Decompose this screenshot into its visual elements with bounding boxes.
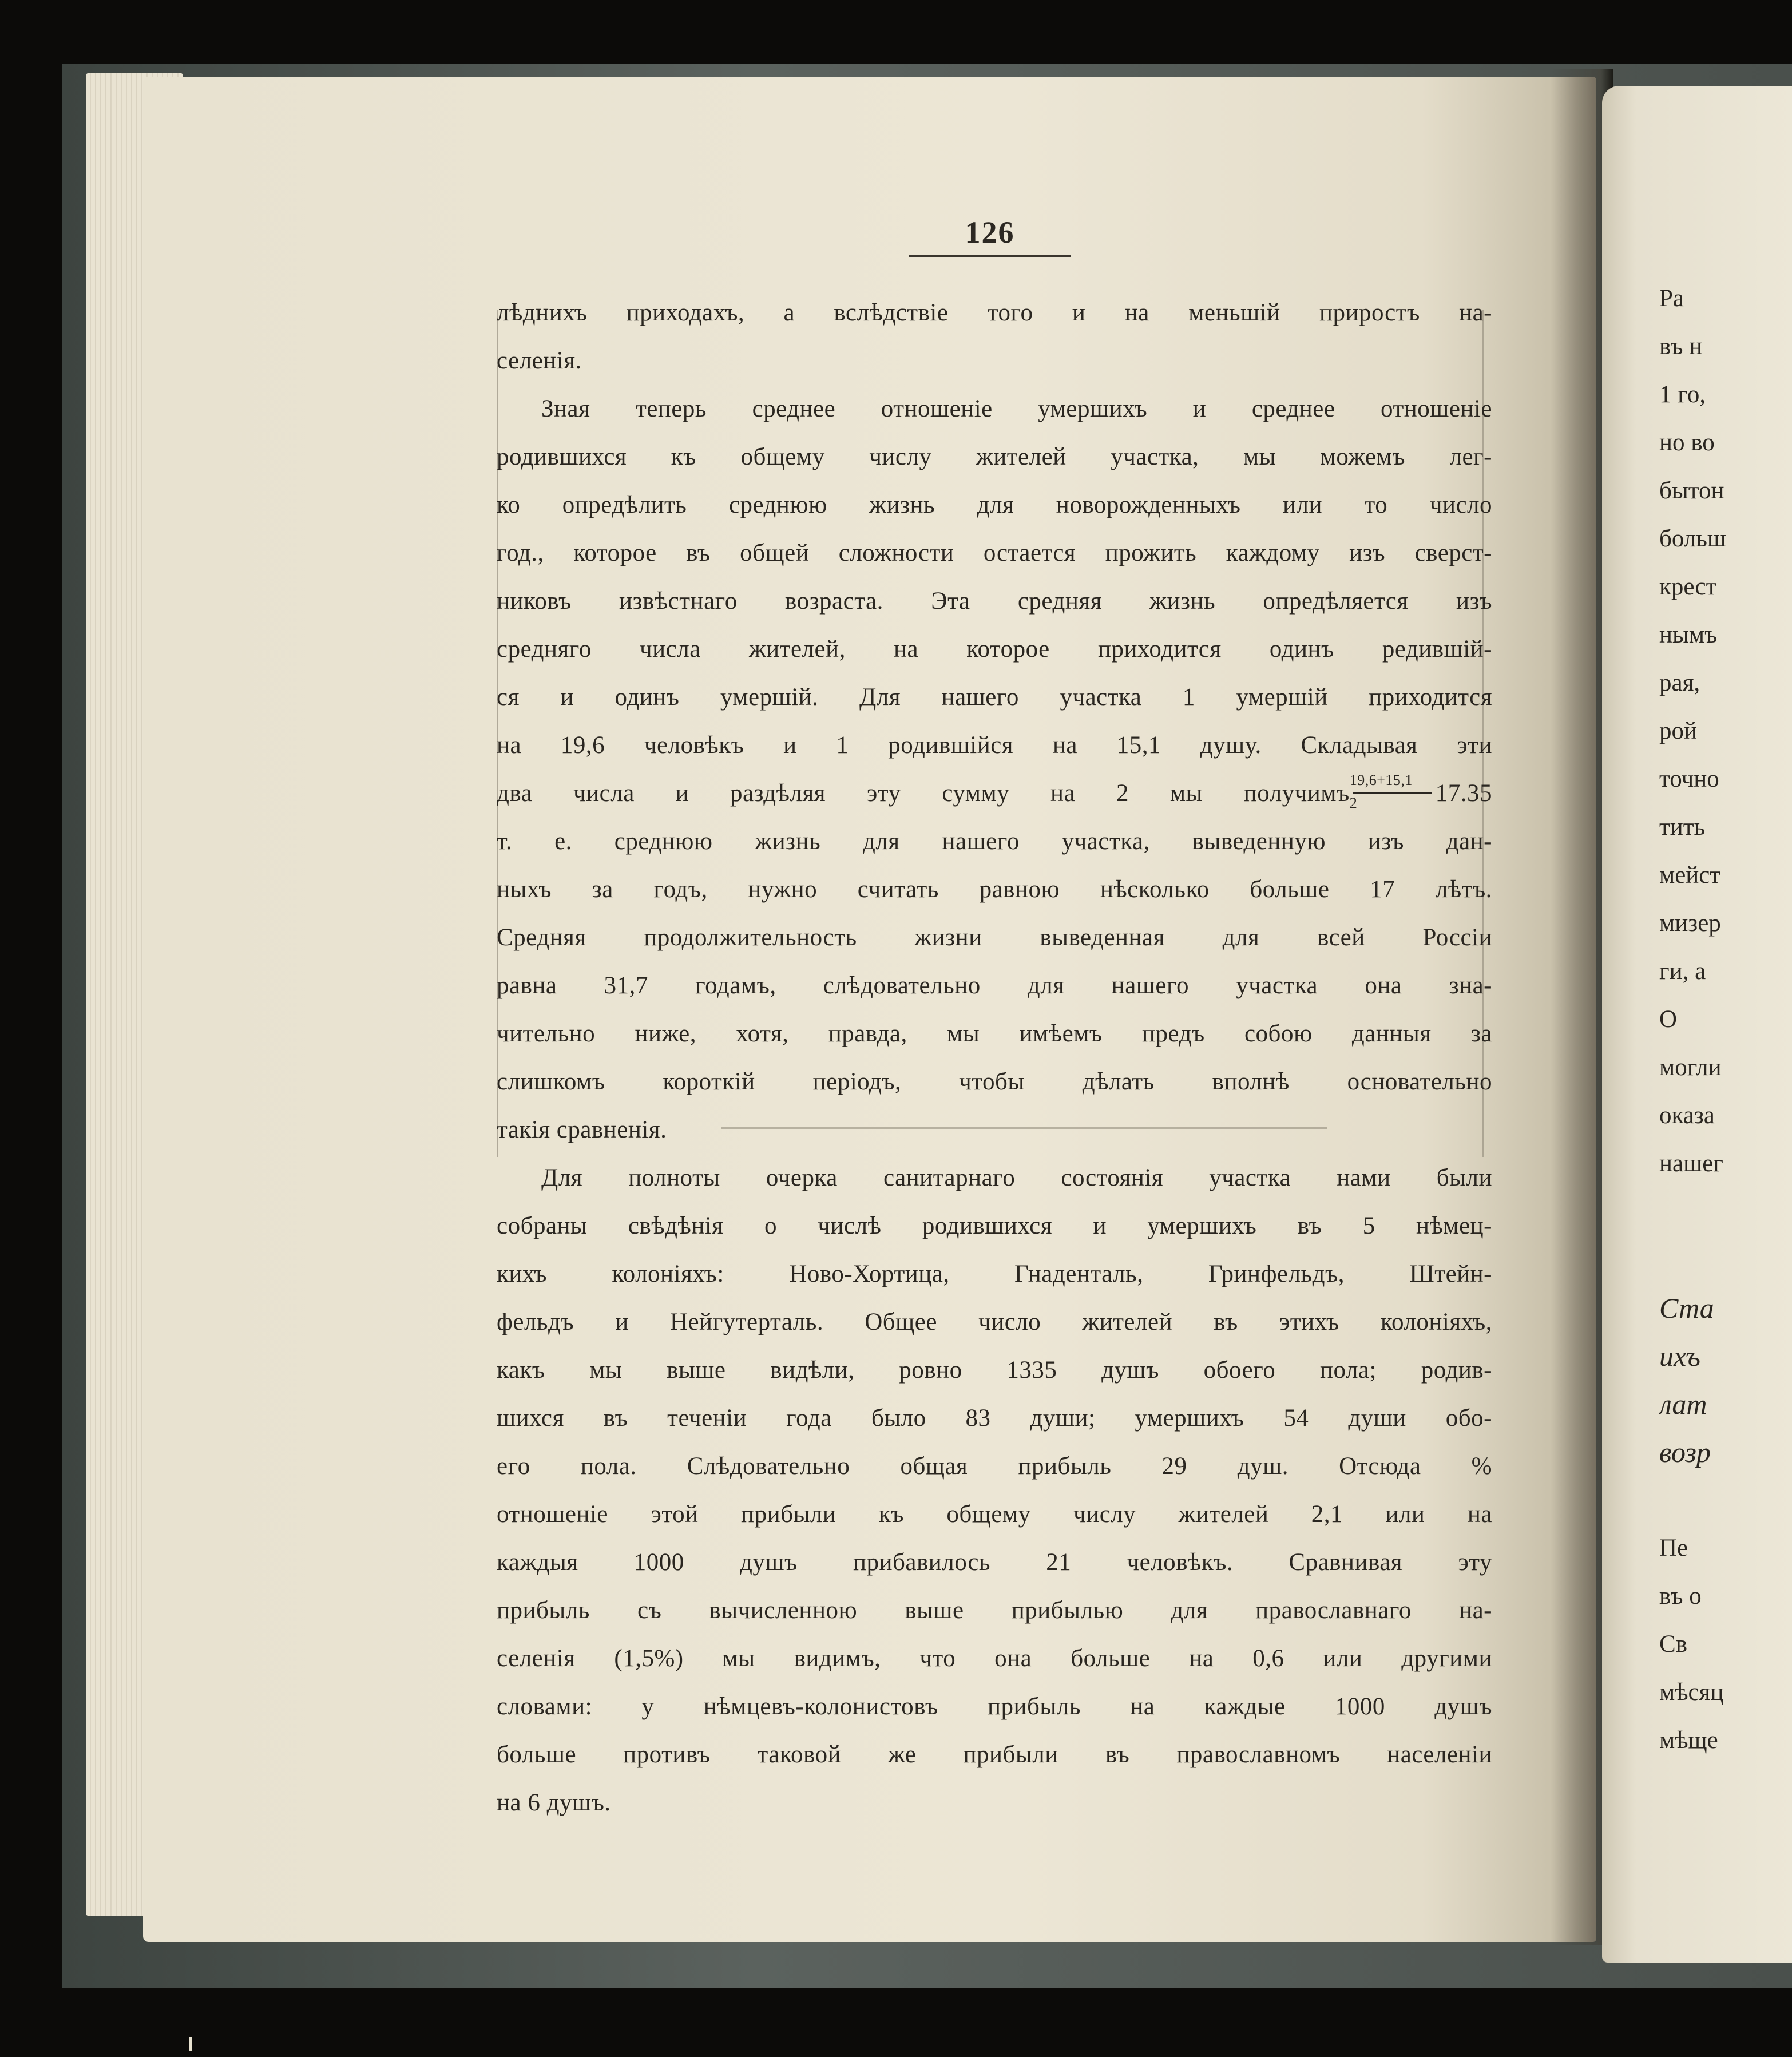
right-text-line: мейст bbox=[1659, 862, 1721, 889]
formula-line bbox=[497, 770, 1492, 818]
text-line: ко опредѣлить среднюю жизнь для новорожденныхъ или то число bbox=[497, 492, 1492, 518]
text-line: на 19,6 человѣкъ и 1 родившійся на 15,1 душу. Складывая эти bbox=[497, 732, 1492, 759]
text-line: Средняя продолжительность жизни выведенная для всей Россіи bbox=[497, 924, 1492, 951]
text-line: каждыя 1000 душъ прибавилось 21 человѣкъ. Сравнивая эту bbox=[497, 1549, 1492, 1576]
left-page-text bbox=[497, 289, 1492, 1827]
right-text-line: точно bbox=[1659, 766, 1719, 792]
right-text-line: Ра bbox=[1659, 285, 1684, 312]
right-text-line: Пе bbox=[1659, 1535, 1688, 1561]
text-line: никовъ извѣстнаго возраста. Эта средняя жизнь опредѣляется изъ bbox=[497, 588, 1492, 615]
text-line: собраны свѣдѣнія о числѣ родившихся и умершихъ въ 5 нѣмец- bbox=[497, 1212, 1492, 1239]
text-line: Для полноты очерка санитарнаго состоянія участка нами были bbox=[541, 1164, 1492, 1191]
right-text-line: возр bbox=[1659, 1436, 1711, 1468]
text-line: какъ мы выше видѣли, ровно 1335 душъ обоего пола; родив- bbox=[497, 1357, 1492, 1384]
text-line: средняго числа жителей, на которое приходится одинъ редившій- bbox=[497, 636, 1492, 663]
formula-lead-text: два числа и раздѣляя эту сумму на 2 мы получимъ bbox=[497, 780, 1350, 807]
text-line: Зная теперь среднее отношеніе умершихъ и среднее отношеніе bbox=[541, 395, 1492, 422]
right-text-line: крест bbox=[1659, 573, 1717, 600]
text-line: ныхъ за годъ, нужно считать равною нѣсколько больше 17 лѣтъ. bbox=[497, 876, 1492, 903]
fraction-bar bbox=[1353, 792, 1432, 794]
right-text-line: лат bbox=[1659, 1388, 1707, 1420]
scan-edge-mark bbox=[189, 2037, 192, 2051]
right-text-line: Ста bbox=[1659, 1292, 1714, 1324]
text-line: шихся въ теченіи года было 83 души; умершихъ 54 души обо- bbox=[497, 1405, 1492, 1432]
right-text-line: въ н bbox=[1659, 333, 1703, 360]
text-line: прибыль съ вычисленною выше прибылью для православнаго на- bbox=[497, 1597, 1492, 1624]
text-line: фельдъ и Нейгутерталь. Общее число жителей въ этихъ колоніяхъ, bbox=[497, 1309, 1492, 1335]
right-text-line: больш bbox=[1659, 525, 1726, 552]
right-text-line: тить bbox=[1659, 814, 1706, 841]
right-text-line: рая, bbox=[1659, 669, 1700, 696]
text-line: такія сравненія. bbox=[497, 1116, 667, 1143]
right-text-line: бытон bbox=[1659, 477, 1724, 504]
right-text-line: мѣсяц bbox=[1659, 1679, 1724, 1706]
page-number: 126 bbox=[965, 215, 1015, 249]
formula-result: 17.35 bbox=[1435, 780, 1492, 807]
text-line: чительно ниже, хотя, правда, мы имѣемъ предъ собою данныя за bbox=[497, 1020, 1492, 1047]
right-text-line: нымъ bbox=[1659, 621, 1718, 648]
right-text-line bbox=[1659, 1476, 1792, 1524]
text-line: словами: у нѣмцевъ-колонистовъ прибыль на каждые 1000 душъ bbox=[497, 1693, 1492, 1720]
text-line: селенія. bbox=[497, 347, 582, 374]
right-text-line: мизер bbox=[1659, 910, 1721, 937]
right-page-text bbox=[1659, 275, 1792, 1765]
fraction bbox=[1349, 772, 1436, 815]
text-line: лѣднихъ приходахъ, а вслѣдствіе того и на меньшій приростъ на- bbox=[497, 299, 1492, 326]
fraction-denominator: 2 bbox=[1349, 795, 1358, 812]
right-text-line: 1 го, bbox=[1659, 381, 1706, 408]
right-text-line bbox=[1659, 1188, 1792, 1236]
right-text-line: въ о bbox=[1659, 1583, 1702, 1610]
right-text-line: рой bbox=[1659, 718, 1698, 744]
text-line: больше противъ таковой же прибыли въ православномъ населеніи bbox=[497, 1741, 1492, 1768]
right-text-line: мѣще bbox=[1659, 1727, 1718, 1754]
text-line: его пола. Слѣдовательно общая прибыль 29 душ. Отсюда % bbox=[497, 1453, 1492, 1480]
right-text-line: могли bbox=[1659, 1054, 1722, 1081]
right-text-line: ги, а bbox=[1659, 958, 1706, 985]
right-text-line: оказа bbox=[1659, 1102, 1715, 1129]
text-line: год., которое въ общей сложности остается прожить каждому изъ сверст- bbox=[497, 540, 1492, 566]
text-line: слишкомъ короткій періодъ, чтобы дѣлать вполнѣ основательно bbox=[497, 1068, 1492, 1095]
text-line: ся и одинъ умершій. Для нашего участка 1 умершій приходится bbox=[497, 684, 1492, 711]
text-line: т. е. среднюю жизнь для нашего участка, выведенную изъ дан- bbox=[497, 828, 1492, 855]
right-text-line: О bbox=[1659, 1006, 1678, 1033]
text-line: селенія (1,5%) мы видимъ, что она больше на 0,6 или другими bbox=[497, 1645, 1492, 1672]
text-line: на 6 душъ. bbox=[497, 1789, 611, 1816]
text-line: равна 31,7 годамъ, слѣдовательно для нашего участка она зна- bbox=[497, 972, 1492, 999]
right-text-line: нашег bbox=[1659, 1150, 1723, 1177]
page-number-rule bbox=[909, 255, 1071, 257]
text-line: родившихся къ общему числу жителей участка, мы можемъ лег- bbox=[497, 443, 1492, 470]
text-line: отношеніе этой прибыли къ общему числу жителей 2,1 или на bbox=[497, 1501, 1492, 1528]
text-line: кихъ колоніяхъ: Ново-Хортица, Гнаденталь, Гринфельдъ, Штейн- bbox=[497, 1261, 1492, 1287]
fraction-numerator: 19,6+15,1 bbox=[1349, 772, 1413, 789]
right-text-line: ихъ bbox=[1659, 1340, 1700, 1372]
right-text-line: но во bbox=[1659, 429, 1715, 456]
right-text-line bbox=[1659, 1236, 1792, 1284]
right-text-line: Св bbox=[1659, 1631, 1687, 1658]
